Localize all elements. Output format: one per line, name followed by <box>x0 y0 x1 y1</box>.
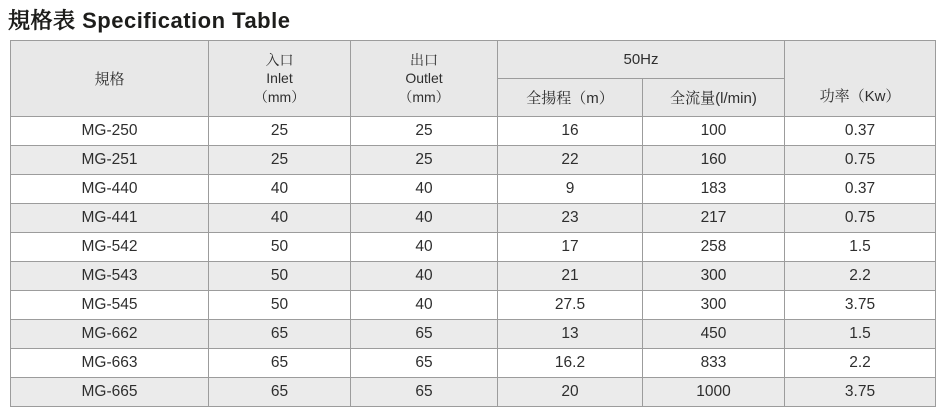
cell-head: 13 <box>498 320 643 349</box>
cell-outlet: 25 <box>351 117 498 146</box>
cell-head: 21 <box>498 262 643 291</box>
table-row <box>11 204 936 233</box>
cell-inlet: 25 <box>209 117 351 146</box>
cell-inlet: 40 <box>209 175 351 204</box>
header-total-head: 全揚程（m） <box>498 79 643 117</box>
header-spec: 規格 <box>11 41 209 117</box>
cell-flow: 300 <box>643 262 785 291</box>
cell-inlet: 25 <box>209 146 351 175</box>
cell-model: MG-543 <box>11 262 209 291</box>
page-title: 規格表 Specification Table <box>8 8 291 33</box>
cell-outlet: 40 <box>351 204 498 233</box>
cell-inlet: 65 <box>209 349 351 378</box>
table-row <box>11 175 936 204</box>
cell-power: 0.37 <box>785 175 936 204</box>
table-row <box>11 262 936 291</box>
cell-model: MG-251 <box>11 146 209 175</box>
cell-flow: 100 <box>643 117 785 146</box>
cell-outlet: 40 <box>351 233 498 262</box>
header-outlet-en: Outlet <box>405 70 443 87</box>
table-row <box>11 233 936 262</box>
header-inlet-unit: （mm） <box>253 88 306 105</box>
cell-outlet: 40 <box>351 262 498 291</box>
cell-inlet: 65 <box>209 320 351 349</box>
cell-inlet: 65 <box>209 378 351 407</box>
cell-head: 20 <box>498 378 643 407</box>
cell-flow: 300 <box>643 291 785 320</box>
cell-power: 1.5 <box>785 233 936 262</box>
cell-head: 17 <box>498 233 643 262</box>
header-power: 功率（Kw） <box>785 41 936 117</box>
cell-inlet: 50 <box>209 262 351 291</box>
table-header <box>11 41 936 117</box>
cell-model: MG-542 <box>11 233 209 262</box>
cell-inlet: 50 <box>209 233 351 262</box>
table-body <box>11 117 936 407</box>
cell-model: MG-250 <box>11 117 209 146</box>
cell-flow: 833 <box>643 349 785 378</box>
cell-power: 2.2 <box>785 262 936 291</box>
cell-power: 0.75 <box>785 146 936 175</box>
cell-model: MG-665 <box>11 378 209 407</box>
cell-head: 16 <box>498 117 643 146</box>
header-50hz-group: 50Hz <box>498 41 785 79</box>
cell-flow: 183 <box>643 175 785 204</box>
cell-outlet: 65 <box>351 349 498 378</box>
cell-model: MG-662 <box>11 320 209 349</box>
specification-table <box>10 40 936 407</box>
header-outlet-unit: （mm） <box>398 88 450 105</box>
cell-power: 1.5 <box>785 320 936 349</box>
cell-power: 3.75 <box>785 378 936 407</box>
cell-outlet: 65 <box>351 378 498 407</box>
cell-head: 23 <box>498 204 643 233</box>
cell-power: 3.75 <box>785 291 936 320</box>
cell-model: MG-441 <box>11 204 209 233</box>
cell-model: MG-663 <box>11 349 209 378</box>
cell-flow: 217 <box>643 204 785 233</box>
cell-power: 2.2 <box>785 349 936 378</box>
cell-head: 16.2 <box>498 349 643 378</box>
table-row <box>11 146 936 175</box>
cell-outlet: 40 <box>351 175 498 204</box>
cell-model: MG-545 <box>11 291 209 320</box>
cell-power: 0.75 <box>785 204 936 233</box>
header-total-flow: 全流量(l/min) <box>643 79 785 117</box>
cell-outlet: 25 <box>351 146 498 175</box>
cell-head: 27.5 <box>498 291 643 320</box>
cell-model: MG-440 <box>11 175 209 204</box>
cell-power: 0.37 <box>785 117 936 146</box>
cell-flow: 450 <box>643 320 785 349</box>
cell-head: 9 <box>498 175 643 204</box>
cell-flow: 258 <box>643 233 785 262</box>
table-row <box>11 117 936 146</box>
header-inlet <box>209 41 351 117</box>
table-row <box>11 349 936 378</box>
header-inlet-cn: 入口 <box>265 52 294 69</box>
cell-inlet: 50 <box>209 291 351 320</box>
cell-flow: 160 <box>643 146 785 175</box>
header-outlet-cn: 出口 <box>410 52 438 69</box>
cell-head: 22 <box>498 146 643 175</box>
header-outlet <box>351 41 498 117</box>
table-row <box>11 378 936 407</box>
cell-flow: 1000 <box>643 378 785 407</box>
header-inlet-en: Inlet <box>266 70 293 87</box>
table-row <box>11 320 936 349</box>
cell-inlet: 40 <box>209 204 351 233</box>
cell-outlet: 65 <box>351 320 498 349</box>
table-row <box>11 291 936 320</box>
cell-outlet: 40 <box>351 291 498 320</box>
